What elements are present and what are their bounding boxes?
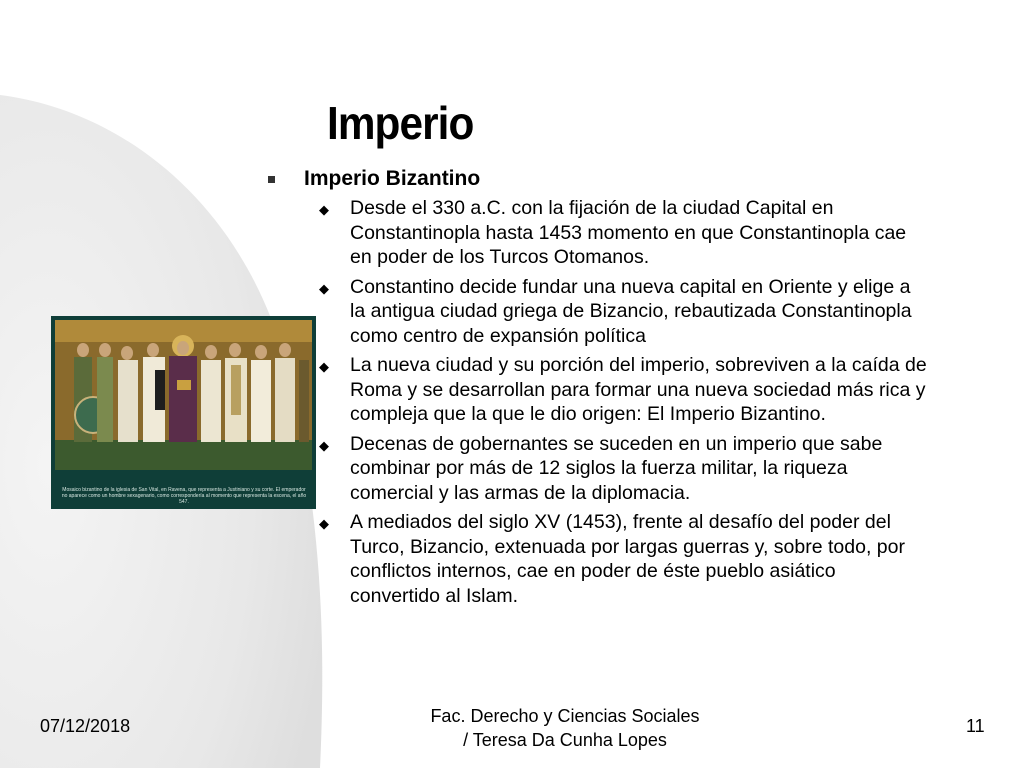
footer-author-line1: Fac. Derecho y Ciencias Sociales	[430, 706, 700, 726]
mosaic-picture	[55, 320, 312, 470]
list-item	[319, 353, 930, 427]
square-bullet-icon	[268, 176, 275, 183]
footer-author-line2: / Teresa Da Cunha Lopes	[463, 730, 667, 750]
heading-text: Imperio Bizantino	[304, 167, 481, 190]
diamond-bullet-icon: ◆	[319, 202, 329, 217]
slide-number: 11	[966, 716, 985, 736]
diamond-bullet-icon: ◆	[319, 280, 329, 296]
footer-author	[410, 704, 720, 752]
slide-title: Imperio	[327, 97, 474, 149]
list-item	[319, 510, 930, 608]
diamond-bullet-icon: ◆	[319, 516, 329, 531]
image-caption: Mosaico bizantino de la iglesia de San Vital, en Ravena, que representa a Justiniano y su corte. El emperador no aparece como un hombre sexagenario, como correspondería al momento que representa la escena, el año 547.	[61, 487, 307, 505]
footer-date: 07/12/2018	[40, 716, 131, 736]
list-item-text: La nueva ciudad y su porción del imperio, sobreviven a la caída de Roma y se desarrollan para formar una nueva sociedad más rica y compleja que la que le dio origen: El Imperio Bizantino.	[350, 354, 927, 425]
justinian-mosaic-image	[51, 316, 316, 509]
slide-content	[268, 166, 928, 613]
diamond-bullet-icon: ◆	[319, 437, 329, 453]
list-item-text: A mediados del siglo XV (1453), frente al desafío del poder del Turco, Bizancio, extenuada por largas guerras y, sobre todo, por conflictos internos, cae en poder de éste pueblo asiático convertido al Islam.	[350, 511, 905, 607]
list-item-text: Decenas de gobernantes se suceden en un imperio que sabe combinar por más de 12 siglos la fuerza militar, la riqueza comercial y las armas de la diplomacia.	[350, 432, 883, 504]
heading-item	[268, 166, 928, 192]
list-item-text: Desde el 330 a.C. con la fijación de la ciudad Capital en Constantinopla hasta 1453 momento en que Constantinopla cae en poder de los Turcos Otomanos.	[350, 197, 907, 268]
diamond-bullet-icon: ◆	[319, 359, 329, 374]
list-item	[319, 432, 930, 506]
list-item-text: Constantino decide fundar una nueva capital en Oriente y elige a la antigua ciudad griega de Bizancio, rebautizada Constantinopla como centro de expansión política	[350, 275, 912, 347]
list-item	[319, 275, 930, 349]
list-item	[319, 196, 930, 270]
